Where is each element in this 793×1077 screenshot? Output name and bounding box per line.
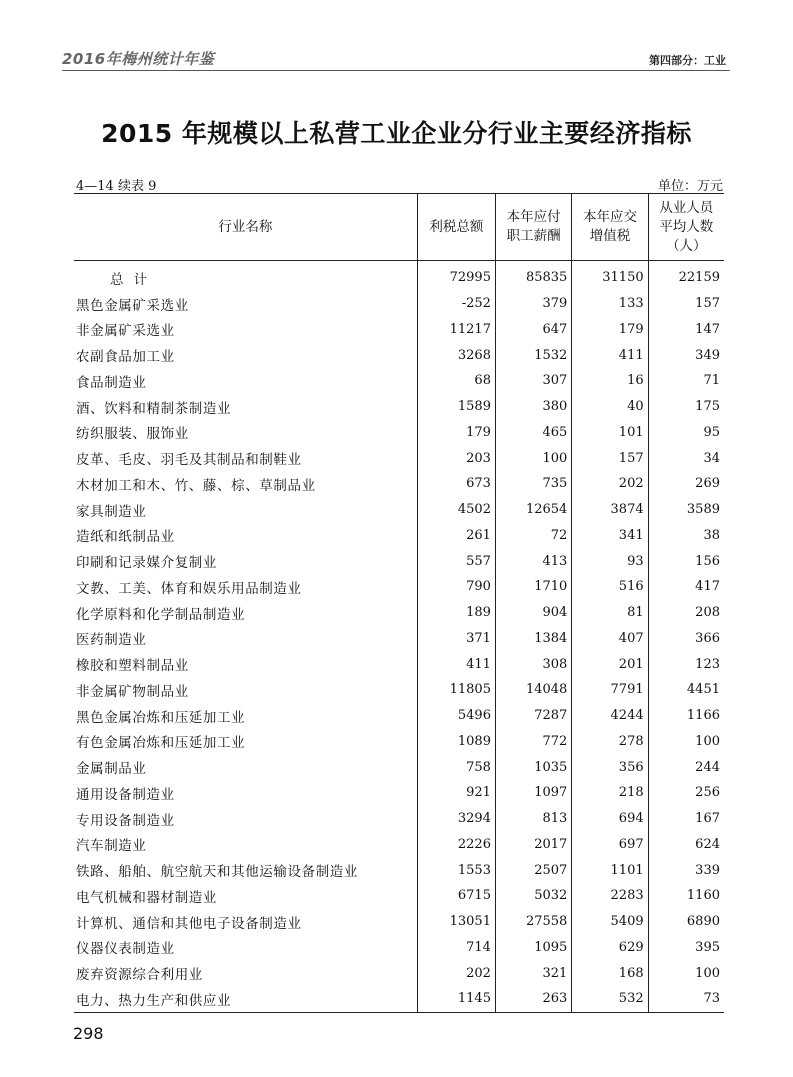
table-row [74,368,724,394]
vat-cell: 16 [572,368,648,394]
wage-cell: 813 [495,806,571,832]
wage-cell: 1384 [495,626,571,652]
tax-cell: 411 [417,651,495,677]
employees-cell: 4451 [648,677,724,703]
col-header-vat-line1: 本年应交 [582,209,637,225]
employees-cell: 100 [648,960,724,986]
employees-cell: 208 [648,600,724,626]
tax-cell: 758 [417,754,495,780]
col-header-name: 行业名称 [74,194,417,261]
col-header-employees-line2: 平均人数 [659,218,714,235]
vat-cell: 356 [572,754,648,780]
vat-cell: 4244 [572,703,648,729]
employees-cell: 366 [648,626,724,652]
industry-name-cell: 非金属矿物制品业 [76,683,189,700]
wage-cell: 1095 [495,935,571,961]
table-row [74,651,724,677]
wage-cell: 100 [495,445,571,471]
wage-cell: 12654 [495,497,571,523]
industry-name-cell: 电力、热力生产和供应业 [74,986,417,1012]
industry-name-cell: 橡胶和塑料制品业 [76,658,189,675]
employees-cell: 100 [648,729,724,755]
table-row [74,883,724,909]
wage-cell: 263 [495,986,571,1012]
vat-cell: 411 [572,342,648,368]
employees-cell: 339 [648,857,724,883]
wage-cell: 85835 [495,261,571,291]
tax-cell: -252 [417,291,495,317]
vat-cell: 407 [572,626,648,652]
wage-cell: 772 [495,729,571,755]
table-row [74,729,724,755]
tax-cell: 3268 [417,342,495,368]
tax-cell: 921 [417,780,495,806]
unit-label: 单位：万元 [657,179,723,194]
tax-cell: 1089 [417,729,495,755]
col-header-vat [572,194,648,261]
table-row [74,420,724,446]
table-row [74,832,724,858]
table-row [74,394,724,420]
employees-cell: 95 [648,420,724,446]
industry-name-cell: 金属制品业 [76,761,147,778]
industry-name-cell: 医药制造业 [76,632,147,649]
employees-cell: 624 [648,832,724,858]
table-row [74,291,724,317]
vat-cell: 81 [572,600,648,626]
industry-name-cell: 黑色金属冶炼和压延加工业 [76,709,246,726]
vat-cell: 532 [572,986,648,1012]
tax-cell: 179 [417,420,495,446]
table-body [74,261,724,1013]
table-number: 4—14 续表 9 [76,179,157,194]
col-header-wage-line2: 职工薪酬 [506,228,561,244]
col-header-vat-line2: 增值税 [589,228,631,244]
vat-cell: 31150 [572,261,648,291]
industry-name-cell: 木材加工和木、竹、藤、棕、草制品业 [76,477,316,494]
table-row [74,935,724,961]
table-row [74,806,724,832]
industry-name-cell: 化学原料和化学制品制造业 [76,606,246,623]
vat-cell: 93 [572,548,648,574]
wage-cell: 308 [495,651,571,677]
industry-name-cell: 总计 [110,271,157,288]
employees-cell: 167 [648,806,724,832]
tax-cell: 72995 [417,261,495,291]
tax-cell: 5496 [417,703,495,729]
industry-name-cell: 汽车制造业 [76,838,147,855]
col-header-employees-line1: 从业人员 [659,199,714,216]
employees-cell: 1160 [648,883,724,909]
employees-cell: 269 [648,471,724,497]
tax-cell: 4502 [417,497,495,523]
industry-name-cell: 农副食品加工业 [76,349,175,366]
vat-cell: 278 [572,729,648,755]
table-row [74,342,724,368]
tax-cell: 790 [417,574,495,600]
employees-cell: 244 [648,754,724,780]
employees-cell: 157 [648,291,724,317]
employees-cell: 156 [648,548,724,574]
tax-cell: 13051 [417,909,495,935]
industry-name-cell: 家具制造业 [76,503,147,520]
tax-cell: 1589 [417,394,495,420]
tax-cell: 3294 [417,806,495,832]
wage-cell: 321 [495,960,571,986]
wage-cell: 904 [495,600,571,626]
employees-cell: 6890 [648,909,724,935]
table-row [74,548,724,574]
tax-cell: 673 [417,471,495,497]
wage-cell: 1035 [495,754,571,780]
table-row [74,909,724,935]
employees-cell: 38 [648,523,724,549]
employees-cell: 34 [648,445,724,471]
wage-cell: 72 [495,523,571,549]
wage-cell: 735 [495,471,571,497]
table-row [74,703,724,729]
col-header-tax: 利税总额 [417,194,495,261]
industry-name-cell: 非金属矿采选业 [76,323,175,340]
wage-cell: 307 [495,368,571,394]
page-number: 298 [73,1024,104,1043]
employees-cell: 73 [648,986,724,1012]
vat-cell: 179 [572,317,648,343]
table-row [74,574,724,600]
table-row [74,445,724,471]
table-row-total [74,261,724,291]
industry-name-cell: 皮革、毛皮、羽毛及其制品和制鞋业 [76,452,302,469]
industry-name-cell: 印刷和记录媒介复制业 [76,555,217,572]
wage-cell: 5032 [495,883,571,909]
vat-cell: 7791 [572,677,648,703]
vat-cell: 157 [572,445,648,471]
industry-name-cell: 电气机械和器材制造业 [76,889,217,906]
wage-cell: 379 [495,291,571,317]
table-row [74,523,724,549]
industry-name-cell: 废弃资源综合利用业 [76,967,203,984]
employees-cell: 349 [648,342,724,368]
col-header-wage [495,194,571,261]
tax-cell: 6715 [417,883,495,909]
col-header-employees [648,194,724,261]
tax-cell: 11217 [417,317,495,343]
industry-name-cell: 专用设备制造业 [76,812,175,829]
industry-name-cell: 酒、饮料和精制茶制造业 [76,400,232,417]
vat-cell: 694 [572,806,648,832]
vat-cell: 2283 [572,883,648,909]
table-row [74,317,724,343]
industry-name-cell: 造纸和纸制品业 [76,529,175,546]
tax-cell: 557 [417,548,495,574]
table-row [74,497,724,523]
col-header-employees-line3: （人） [666,237,707,254]
wage-cell: 647 [495,317,571,343]
vat-cell: 168 [572,960,648,986]
employees-cell: 417 [648,574,724,600]
vat-cell: 40 [572,394,648,420]
wage-cell: 7287 [495,703,571,729]
wage-cell: 380 [495,394,571,420]
employees-cell: 147 [648,317,724,343]
vat-cell: 101 [572,420,648,446]
tax-cell: 1553 [417,857,495,883]
industry-name-cell: 食品制造业 [76,374,147,391]
tax-cell: 1145 [417,986,495,1012]
wage-cell: 1532 [495,342,571,368]
table-row [74,960,724,986]
tax-cell: 189 [417,600,495,626]
page-title: 2015 年规模以上私营工业企业分行业主要经济指标 [101,119,692,148]
table-header-row [74,194,724,261]
vat-cell: 341 [572,523,648,549]
wage-cell: 465 [495,420,571,446]
vat-cell: 133 [572,291,648,317]
wage-cell: 413 [495,548,571,574]
indicator-table [74,193,724,1013]
wage-cell: 2507 [495,857,571,883]
table-row [74,626,724,652]
running-header [62,48,730,71]
employees-cell: 123 [648,651,724,677]
employees-cell: 256 [648,780,724,806]
table-row [74,677,724,703]
table-row [74,471,724,497]
tax-cell: 203 [417,445,495,471]
industry-name-cell: 纺织服装、服饰业 [76,426,189,443]
tax-cell: 371 [417,626,495,652]
vat-cell: 201 [572,651,648,677]
industry-name-cell: 有色金属冶炼和压延加工业 [76,735,246,752]
employees-cell: 3589 [648,497,724,523]
vat-cell: 697 [572,832,648,858]
table-row [74,754,724,780]
vat-cell: 5409 [572,909,648,935]
tax-cell: 261 [417,523,495,549]
tax-cell: 202 [417,960,495,986]
vat-cell: 3874 [572,497,648,523]
table-row [74,857,724,883]
vat-cell: 202 [572,471,648,497]
employees-cell: 71 [648,368,724,394]
employees-cell: 22159 [648,261,724,291]
tax-cell: 2226 [417,832,495,858]
tax-cell: 714 [417,935,495,961]
wage-cell: 1097 [495,780,571,806]
section-label: 第四部分：工业 [649,54,726,67]
wage-cell: 2017 [495,832,571,858]
industry-name-cell: 文教、工美、体育和娱乐用品制造业 [76,580,302,597]
vat-cell: 1101 [572,857,648,883]
industry-name-cell: 仪器仪表制造业 [76,941,175,958]
industry-name-cell: 通用设备制造业 [76,786,175,803]
tax-cell: 11805 [417,677,495,703]
col-header-wage-line1: 本年应付 [506,209,561,225]
tax-cell: 68 [417,368,495,394]
employees-cell: 395 [648,935,724,961]
industry-name-cell: 计算机、通信和其他电子设备制造业 [76,915,302,932]
table-row [74,986,724,1012]
employees-cell: 1166 [648,703,724,729]
vat-cell: 218 [572,780,648,806]
industry-name-cell: 铁路、船舶、航空航天和其他运输设备制造业 [76,864,358,881]
yearbook-title: 2016年梅州统计年鉴 [62,50,215,68]
table-row [74,780,724,806]
wage-cell: 14048 [495,677,571,703]
vat-cell: 629 [572,935,648,961]
wage-cell: 1710 [495,574,571,600]
wage-cell: 27558 [495,909,571,935]
industry-name-cell: 黑色金属矿采选业 [76,297,189,314]
vat-cell: 516 [572,574,648,600]
employees-cell: 175 [648,394,724,420]
table-row [74,600,724,626]
